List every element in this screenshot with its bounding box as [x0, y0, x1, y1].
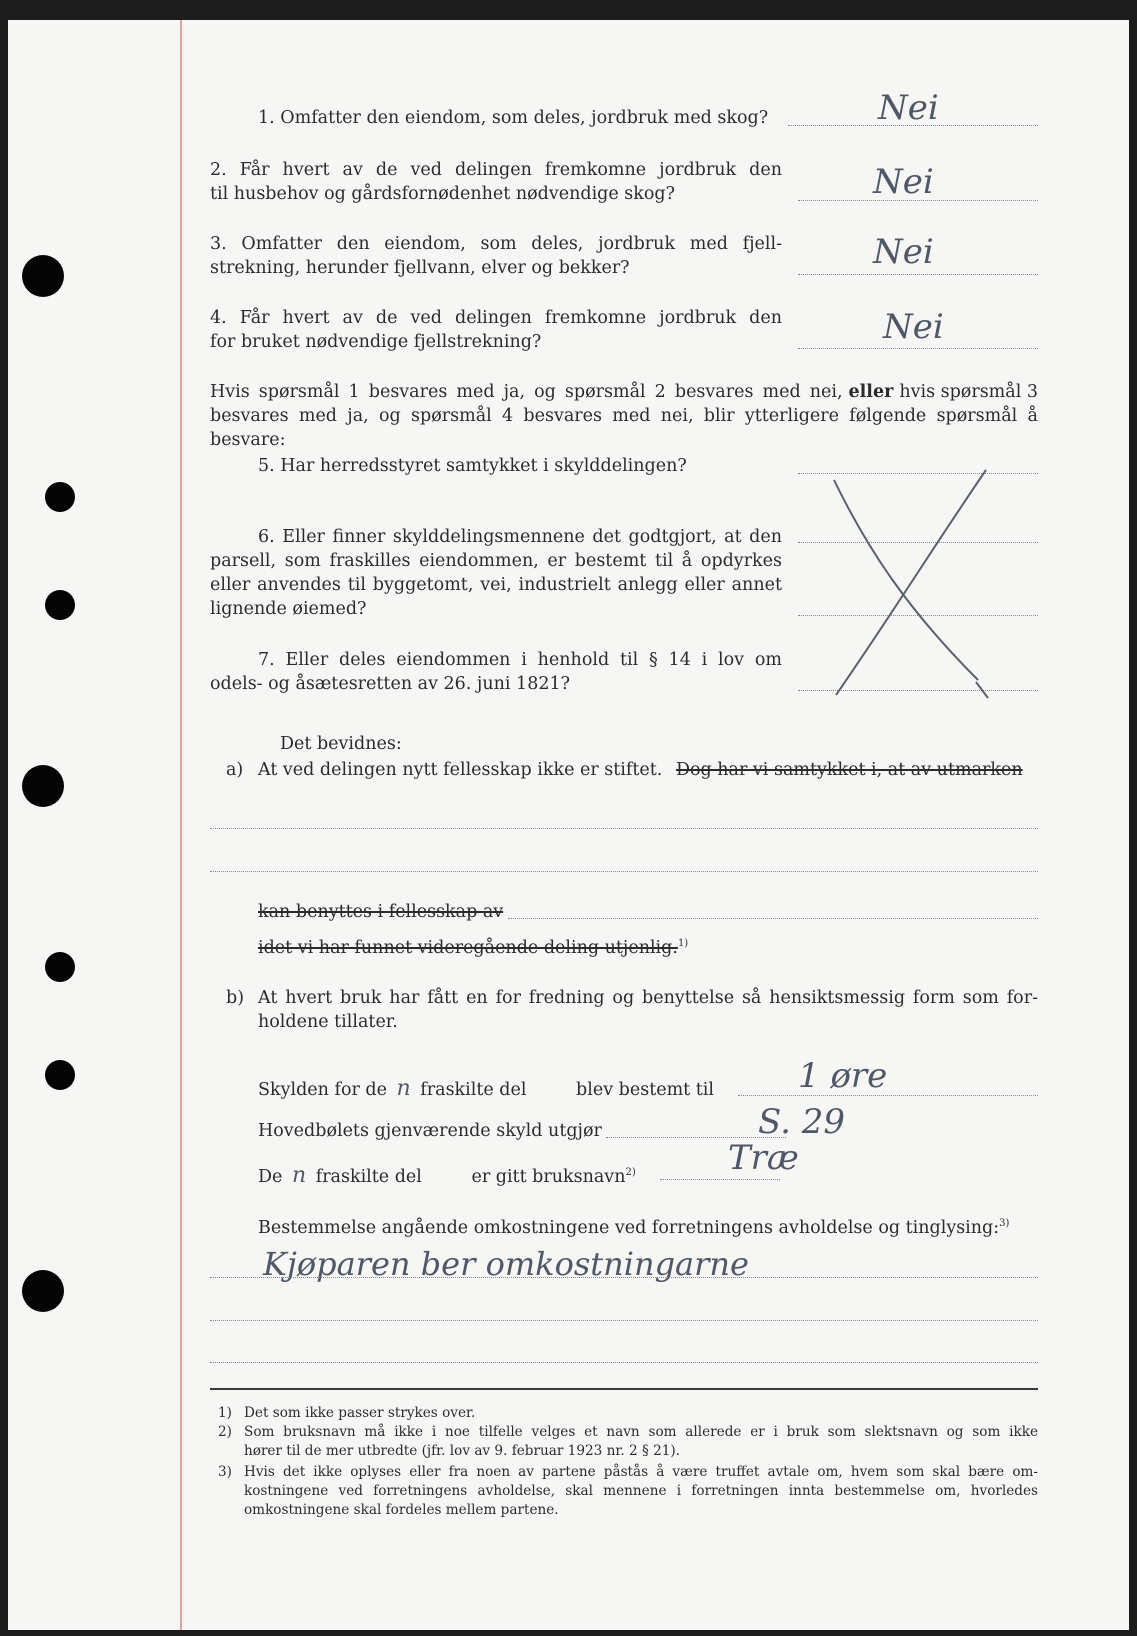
certify-heading: Det bevidnes: — [280, 734, 402, 754]
footnote-ref: 3) — [999, 1218, 1010, 1229]
question-1: 1. Omfatter den eiendom, som deles, jordbruk med skog? — [258, 108, 769, 128]
hoved-value: S. 29 — [758, 1102, 845, 1142]
punch-hole — [45, 952, 75, 982]
footnote-mark: 3) — [218, 1464, 232, 1480]
cross-out-mark — [828, 460, 1028, 710]
skyld-label-c: blev bestemt til — [576, 1080, 714, 1100]
question-5: 5. Har herredsstyret samtykket i skylddelingen? — [258, 456, 687, 476]
punch-hole — [45, 590, 75, 620]
condition-line-1 — [210, 380, 1038, 404]
certify-a-main: At ved delingen nytt fellesskap ikke er stiftet. — [258, 760, 663, 780]
navn-row — [258, 1161, 636, 1189]
footnote-line: hører til de mer utbredte (jfr. lov av 9. februar 1923 nr. 2 § 21). — [244, 1443, 681, 1459]
answer-2: Nei — [873, 162, 934, 202]
certify-a-struck: Dog har vi samtykket i, at av utmarken — [675, 760, 1023, 780]
punch-hole — [22, 1270, 64, 1312]
condition-text-b: hvis spørsmål 3 — [899, 382, 1038, 402]
fill-line — [210, 1362, 1038, 1363]
question-2-line-2: til husbehov og gårdsfornødenhet nødvendige skog? — [210, 184, 675, 204]
question-7-line-1: 7. Eller deles eiendommen i henhold til § 14 i lov om — [258, 650, 782, 670]
punch-hole — [22, 765, 64, 807]
answer-4: Nei — [883, 307, 944, 347]
fill-line — [210, 1277, 1038, 1278]
footnote-divider — [210, 1388, 1038, 1390]
punch-hole — [45, 482, 75, 512]
fill-line — [508, 918, 1038, 919]
condition-bold: eller — [848, 382, 894, 402]
answer-line — [798, 274, 1038, 275]
navn-label-c: er gitt bruksnavn — [471, 1166, 626, 1187]
footnote-3 — [218, 1463, 1038, 1520]
cross-stroke — [834, 480, 978, 680]
question-6-line-4: lignende øiemed? — [210, 599, 367, 619]
footnote-text: Det som ikke passer strykes over. — [244, 1405, 476, 1421]
footnote-text: Som bruksnavn må ikke i noe tilfelle velges et navn som allerede er i bruk som slektsnavn og som ikke — [244, 1424, 1038, 1440]
skyld-row — [258, 1077, 714, 1102]
certify-a-label: a) — [226, 760, 244, 780]
footnote-text: Hvis det ikke oplyses eller fra noen av partene påstås å være truffet avtale om, hvem som skal bære om- — [244, 1464, 1038, 1480]
question-4-line-2: for bruket nødvendige fjellstrekning? — [210, 332, 542, 352]
certify-b-label: b) — [226, 988, 245, 1008]
answer-line — [798, 348, 1038, 349]
cross-stroke — [836, 470, 986, 695]
question-7-line-2: odels- og åsætesretten av 26. juni 1821? — [210, 674, 570, 694]
footnote-mark: 1) — [218, 1405, 232, 1421]
skyld-value: 1 øre — [798, 1056, 888, 1096]
question-2-line-1: 2. Får hvert av de ved delingen fremkomne jordbruk den — [210, 160, 782, 180]
answer-1: Nei — [878, 88, 939, 128]
navn-handwritten: n — [291, 1162, 307, 1188]
fill-line — [210, 828, 1038, 829]
struck-line-3-text: idet vi har funnet videregående deling utjenlig. — [258, 937, 678, 958]
struck-line-2: kan benyttes i fellesskap av — [258, 902, 504, 922]
footnote-line: kostningene ved forretningens avholdelse, skal mennene i forretningen innta bestemmelse om, hvorledes — [244, 1483, 1038, 1499]
footnote-line: omkostningene skal fordeles mellem partene. — [244, 1502, 559, 1518]
footnote-1 — [218, 1404, 1038, 1423]
omk-value: Kjøparen ber omkostningarne — [263, 1245, 749, 1283]
question-3-line-1: 3. Omfatter den eiendom, som deles, jordbruk med fjell- — [210, 234, 782, 254]
question-6-line-2: parsell, som fraskilles eiendommen, er bestemt til å opdyrkes — [210, 551, 782, 571]
skyld-handwritten: n — [396, 1076, 411, 1101]
document-page — [8, 20, 1129, 1630]
fill-line — [660, 1179, 780, 1180]
hoved-label: Hovedbølets gjenværende skyld utgjør — [258, 1121, 602, 1141]
omk-label-text: Bestemmelse angående omkostningene ved forretningens avholdelse og tinglysing: — [258, 1217, 1000, 1238]
struck-line-3 — [258, 932, 688, 960]
answer-3: Nei — [873, 232, 934, 272]
certify-b-line-2: holdene tillater. — [258, 1012, 398, 1032]
fill-line — [210, 871, 1038, 872]
footnote-mark: 2) — [218, 1424, 232, 1440]
cross-stroke — [976, 682, 988, 698]
navn-label-b: fraskilte del — [315, 1166, 422, 1187]
navn-value: Træ — [728, 1138, 799, 1178]
footnote-line — [218, 1463, 1038, 1482]
omk-label — [258, 1212, 1009, 1240]
punch-hole — [45, 1060, 75, 1090]
footnote-ref: 2) — [625, 1167, 636, 1178]
condition-line-2: besvares med ja, og spørsmål 4 besvares med nei, blir ytterligere følgende spørsmål å besvare: — [210, 406, 1038, 450]
condition-text-a: Hvis spørsmål 1 besvares med ja, og spørsmål 2 besvares med nei, — [210, 382, 843, 402]
certify-b-line-1: At hvert bruk har fått en for fredning og benyttelse så hensiktsmessig form som for- — [258, 988, 1038, 1008]
footnote-2 — [218, 1423, 1038, 1461]
question-4-line-1: 4. Får hvert av de ved delingen fremkomne jordbruk den — [210, 308, 782, 328]
footnote-line — [218, 1423, 1038, 1442]
question-6-line-1: 6. Eller finner skylddelingsmennene det godtgjort, at den — [258, 527, 782, 547]
navn-label-a: De — [258, 1166, 283, 1187]
question-3-line-2: strekning, herunder fjellvann, elver og bekker? — [210, 258, 630, 278]
footnote-ref: 1) — [677, 938, 689, 949]
question-6-line-3: eller anvendes til byggetomt, vei, industrielt anlegg eller annet — [210, 575, 782, 595]
margin-line — [180, 20, 182, 1630]
punch-hole — [22, 255, 64, 297]
fill-line — [210, 1320, 1038, 1321]
skyld-label-b: fraskilte del — [420, 1080, 527, 1100]
certify-a-text — [258, 758, 1023, 782]
fill-line — [738, 1095, 1038, 1096]
skyld-label-a: Skylden for de — [258, 1080, 387, 1100]
